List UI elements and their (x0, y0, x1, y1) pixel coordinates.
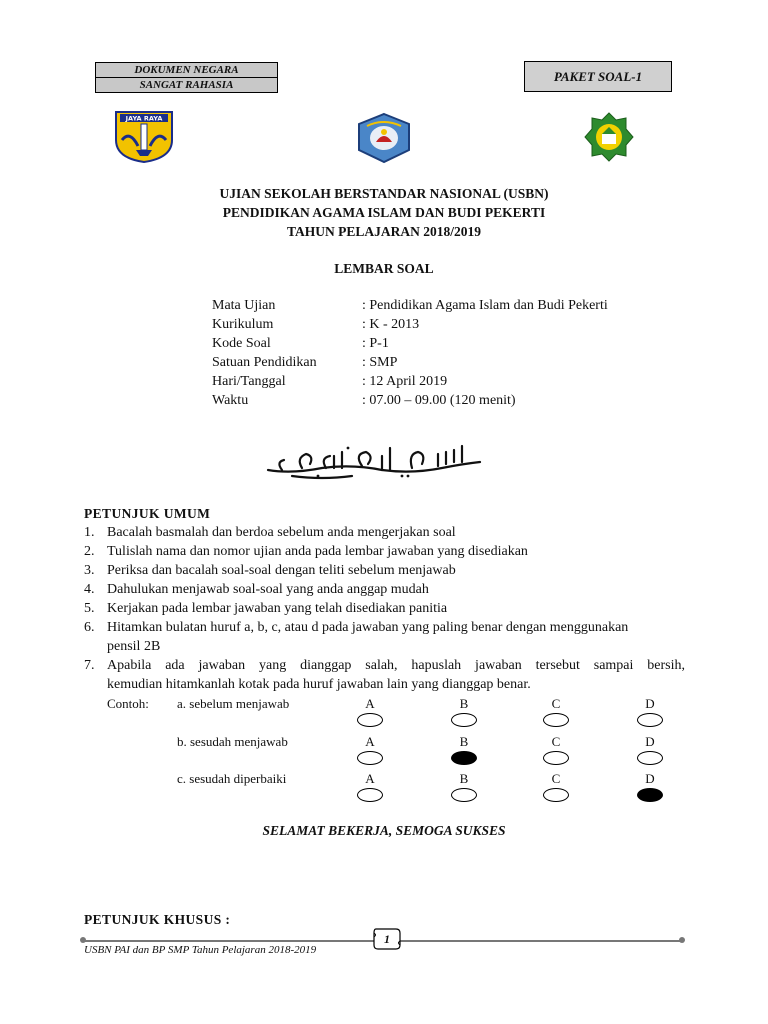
info-label: Satuan Pendidikan (212, 355, 317, 370)
answer-bubble-filled (451, 751, 477, 765)
badge-line-1: DOKUMEN NEGARA (134, 64, 239, 76)
instruction-number: 6. (84, 620, 95, 635)
info-label: Waktu (212, 393, 249, 408)
option-letter: C (551, 696, 561, 711)
answer-bubble-empty (543, 751, 569, 765)
page-number: 1 (384, 932, 390, 946)
answer-bubble-empty (637, 713, 663, 727)
option-letter: B (459, 734, 469, 749)
option-letter: C (551, 771, 561, 786)
info-value: : Pendidikan Agama Islam dan Budi Pekerti (362, 298, 608, 313)
option-letter: D (645, 771, 655, 786)
answer-bubble-empty (357, 713, 383, 727)
badge-line-2: SANGAT RAHASIA (96, 77, 277, 92)
instruction-text: Kerjakan pada lembar jawaban yang telah disediakan panitia (107, 601, 448, 616)
answer-bubble-empty (451, 713, 477, 727)
info-label: Hari/Tanggal (212, 374, 286, 389)
example-row-label: a. sebelum menjawab (177, 696, 290, 711)
instruction-text-continued: kemudian hitamkanlah kotak pada huruf jawaban lain yang dianggap benar. (107, 677, 531, 692)
instruction-number: 3. (84, 563, 95, 578)
answer-bubble-empty (543, 788, 569, 802)
general-instructions-heading: PETUNJUK UMUM (84, 506, 211, 521)
instruction-text: Tulislah nama dan nomor ujian anda pada lembar jawaban yang disediakan (107, 544, 528, 559)
example-row-label: c. sesudah diperbaiki (177, 771, 287, 786)
option-letter: D (645, 696, 655, 711)
option-letter: C (551, 734, 561, 749)
info-label: Mata Ujian (212, 298, 276, 313)
answer-bubble-empty (357, 788, 383, 802)
instruction-number: 5. (84, 601, 95, 616)
answer-bubble-filled (637, 788, 663, 802)
sheet-title: LEMBAR SOAL (334, 261, 434, 276)
kemenag-logo (584, 112, 634, 162)
option-letter: B (459, 696, 469, 711)
instruction-text: Dahulukan menjawab soal-soal yang anda anggap mudah (107, 582, 429, 597)
info-label: Kode Soal (212, 336, 271, 351)
option-letter: A (365, 771, 375, 786)
answer-bubble-empty (543, 713, 569, 727)
instruction-text: Hitamkan bulatan huruf a, b, c, atau d pada jawaban yang paling benar dengan menggunakan (107, 620, 629, 635)
info-value: : 07.00 – 09.00 (120 menit) (362, 393, 516, 408)
closing-message: SELAMAT BEKERJA, SEMOGA SUKSES (262, 823, 506, 838)
option-letter: B (459, 771, 469, 786)
footer-rule-end-right (679, 937, 685, 943)
jaya-raya-logo (114, 110, 174, 164)
example-label: Contoh: (107, 696, 149, 711)
exam-title: UJIAN SEKOLAH BERSTANDAR NASIONAL (USBN) (219, 186, 549, 201)
footer-rule-end-left (80, 937, 86, 943)
answer-bubble-empty (637, 751, 663, 765)
instruction-number: 4. (84, 582, 95, 597)
specific-instructions-heading: PETUNJUK KHUSUS : (84, 912, 231, 927)
example-row-label: b. sesudah menjawab (177, 734, 288, 749)
option-letter: D (645, 734, 655, 749)
paket-badge: PAKET SOAL-1 (524, 61, 672, 92)
instruction-number: 7. (84, 658, 95, 673)
tut-wuri-handayani-logo (355, 112, 413, 164)
info-value: : SMP (362, 355, 398, 370)
instruction-text: Periksa dan bacalah soal-soal dengan teliti sebelum menjawab (107, 563, 456, 578)
info-value: : K - 2013 (362, 317, 420, 332)
option-letter: A (365, 696, 375, 711)
instruction-text: Apabila ada jawaban yang dianggap salah, hapuslah jawaban tersebut sampai bersih, (107, 658, 685, 673)
instruction-number: 2. (84, 544, 95, 559)
instruction-number: 1. (84, 525, 95, 540)
answer-bubble-empty (451, 788, 477, 802)
year-title: TAHUN PELAJARAN 2018/2019 (286, 224, 481, 239)
instruction-text-continued: pensil 2B (107, 639, 161, 654)
instruction-text: Bacalah basmalah dan berdoa sebelum anda mengerjakan soal (107, 525, 456, 540)
info-value: : 12 April 2019 (362, 374, 448, 389)
subject-title: PENDIDIKAN AGAMA ISLAM DAN BUDI PEKERTI (222, 205, 546, 220)
basmalah-calligraphy (262, 440, 486, 480)
option-letter: A (365, 734, 375, 749)
info-value: : P-1 (362, 336, 389, 351)
footer-text: USBN PAI dan BP SMP Tahun Pelajaran 2018-2019 (84, 944, 317, 956)
logo-motto: JAYA RAYA (125, 114, 163, 123)
classification-badge (95, 62, 278, 93)
info-label: Kurikulum (212, 317, 274, 332)
answer-bubble-empty (357, 751, 383, 765)
